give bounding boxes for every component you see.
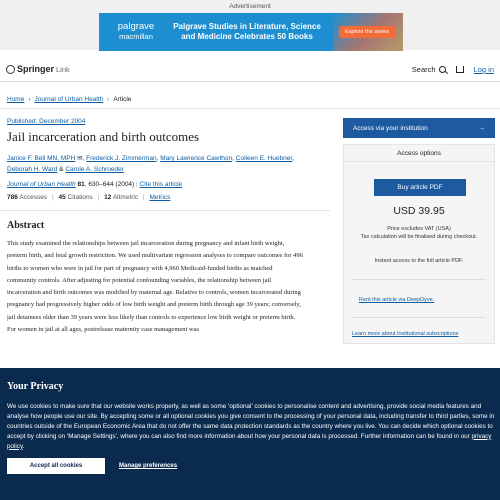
citations-count: 45: [58, 194, 66, 201]
search-icon: [439, 66, 446, 73]
author-list: [7, 153, 307, 175]
divider: [0, 210, 330, 211]
cite-link[interactable]: Cite this article: [139, 181, 183, 188]
author-separator: ,: [82, 155, 85, 162]
breadcrumb-home[interactable]: Home: [7, 96, 25, 103]
manage-preferences-link[interactable]: Manage preferences: [119, 463, 178, 469]
ad-logo-line2: macmillan: [119, 32, 153, 41]
deepdyve-link[interactable]: Rent this article via DeepDyve.: [359, 297, 435, 303]
springer-logo-icon: [6, 65, 15, 74]
springer-link-logo[interactable]: [6, 64, 70, 74]
author-separator: ,: [156, 155, 159, 162]
author-link[interactable]: Frederick J. Zimmerman: [86, 155, 157, 162]
separator: |: [51, 194, 54, 201]
privacy-body: We use cookies to make sure that our website works properly, as well as some ‘optional’ cookies to personalise content and advertising, provide social media features and analyse how people use our site. By accepting some or all optional cookies you give consent to the processing of your personal data, including transfer to third parties, some in countries outside of the European Economic Area that do not offer the same data protection standards as the country where you live. You can decide which optional cookies to accept by clicking on ‘Manage Settings’, where you can also find more information about how your personal data is processed. Further information can be found in our: [7, 403, 495, 440]
header-actions: [412, 65, 494, 74]
altmetric-count: 12: [104, 194, 112, 201]
login-link[interactable]: Log in: [473, 65, 494, 74]
metrics-link[interactable]: Metrics: [149, 194, 171, 201]
abstract-text: This study examined the relationships between jail incarceration during pregnancy and infant birth weight, preterm birth, and fetal growth restriction. We used multivariate regression analyses to compare outcomes for 496 births to women who were in jail for part of pregnancy with 4,960 Medicaid-funded births as matched community controls. After adjusting for potential confounding variables, the relationship between jail incarceration and birth outcomes was modified by maternal age. Relative to controls, women incarcerated during pregnancy had progressively higher odds of low birth weight and preterm birth through age 39 years; conversely, jail detainees older than 39 years were less likely than controls to experience low birth weight or preterm birth. For women in jail at all ages, postrelease maternity case management was: [7, 240, 303, 334]
author-separator: ,: [232, 155, 234, 162]
cart-icon[interactable]: [456, 66, 464, 73]
journal-link[interactable]: Journal of Urban Health: [7, 181, 76, 188]
author-link[interactable]: Deborah H. Ward: [7, 166, 58, 173]
brand-sub: Link: [56, 64, 70, 74]
article-title: Jail incarceration and birth outcomes: [7, 129, 200, 144]
author-link[interactable]: Colleen E. Huebner: [235, 155, 293, 162]
ad-cta-button[interactable]: Explore the series: [339, 26, 395, 38]
published-date[interactable]: Published: December 2004: [7, 118, 86, 125]
privacy-banner: [0, 368, 500, 500]
author-link[interactable]: Mary Lawrence Cawthon: [160, 155, 233, 162]
institutional-subscriptions-link[interactable]: Learn more about Institutional subscriptions: [352, 331, 459, 337]
breadcrumb: [7, 96, 131, 103]
palgrave-logo: [99, 22, 167, 42]
breadcrumb-current: Article: [113, 96, 132, 103]
chevron-right-icon: ›: [107, 96, 110, 103]
price-note: Price excludes VAT (USA) Tax calculation will be finalised during checkout.: [360, 226, 478, 240]
access-options-box: [343, 144, 495, 344]
author-separator: ,: [292, 155, 294, 162]
altmetric-label: Altmetric: [112, 194, 139, 201]
accesses-count: 786: [7, 194, 18, 201]
article-metrics: [7, 194, 170, 201]
separator: |: [142, 194, 145, 201]
advertisement-bar: [0, 0, 500, 50]
search-label: Search: [411, 65, 436, 74]
access-options-heading: Access options: [344, 145, 494, 162]
separator: |: [136, 181, 138, 188]
accept-cookies-button[interactable]: Accept all cookies: [7, 458, 105, 474]
author-link[interactable]: Carole A. Schroeder: [65, 166, 124, 173]
breadcrumb-journal[interactable]: Journal of Urban Health: [34, 96, 104, 103]
pages: , 630–644 (2004): [84, 181, 135, 188]
volume: 81: [77, 181, 85, 188]
brand-name: Springer: [17, 64, 55, 74]
price: USD 39.95: [393, 205, 445, 217]
author-ampersand: &: [59, 166, 64, 173]
privacy-title: Your Privacy: [7, 381, 64, 392]
privacy-text: We use cookies to make sure that our website works properly, as well as some ‘optional’ cookies to personalise content and advertising, provide social media features and analyse how people use our site. By accepting some or all optional cookies you give consent to the processing of your personal data, including transfer to third parties, some in countries outside of the European Economic Area that do not offer the same data protection standards as the country where you live. You can decide which optional cookies to accept by clicking on ‘Manage Settings’, where you can also find more information about how your personal data is processed. Further information can be found in our privacy policy.: [7, 403, 495, 450]
arrow-right-icon: →: [478, 124, 485, 132]
abstract-heading: Abstract: [7, 220, 45, 231]
buy-pdf-button[interactable]: Buy article PDF: [374, 179, 466, 196]
author-link[interactable]: Janice F. Bell MN, MPH: [7, 155, 76, 162]
divider: [0, 108, 500, 109]
citations-label: Citations: [67, 194, 93, 201]
search-button[interactable]: [412, 65, 446, 74]
access-institution-button[interactable]: [343, 118, 495, 138]
instant-access-note: Instant access to the full article PDF.: [374, 258, 464, 264]
separator: |: [97, 194, 100, 201]
access-button-label: Access via your institution: [353, 124, 428, 132]
ad-label: Advertisement: [229, 3, 271, 10]
privacy-policy-link[interactable]: privacy policy: [7, 432, 492, 450]
ad-headline: Palgrave Studies in Literature, Science and Medicine Celebrates 50 Books: [173, 22, 321, 41]
accesses-label: Accesses: [19, 194, 48, 201]
site-header: [0, 58, 500, 82]
email-icon[interactable]: ✉: [77, 155, 83, 162]
journal-citation: [7, 181, 182, 188]
chevron-right-icon: ›: [28, 96, 31, 103]
divider: [352, 279, 486, 280]
divider: [352, 317, 486, 318]
ad-banner[interactable]: [99, 13, 403, 51]
ad-logo-line1: palgrave: [117, 21, 155, 32]
